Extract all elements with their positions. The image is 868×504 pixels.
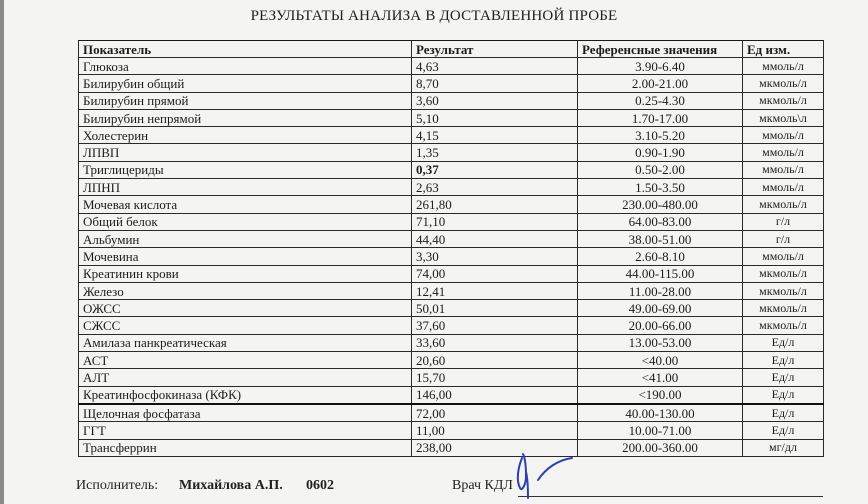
reference-cell: 0.90-1.90 xyxy=(578,144,743,161)
reference-cell: <40.00 xyxy=(578,352,743,369)
unit-cell: ммоль/л xyxy=(743,161,824,178)
result-cell: 2,63 xyxy=(412,179,578,196)
reference-cell: 64.00-83.00 xyxy=(578,213,743,230)
result-cell: 11,00 xyxy=(412,422,578,439)
indicator-cell: Холестерин xyxy=(79,127,412,144)
indicator-cell: Мочевина xyxy=(79,248,412,265)
reference-cell: 10.00-71.00 xyxy=(578,422,743,439)
table-row xyxy=(79,386,824,404)
unit-cell: Ед/л xyxy=(743,404,824,422)
unit-cell: мкмоль/л xyxy=(743,282,824,299)
table-header-row xyxy=(79,41,824,58)
indicator-cell: ЛПНП xyxy=(79,179,412,196)
result-cell: 3,30 xyxy=(412,248,578,265)
table-row xyxy=(79,404,824,422)
reference-cell: 3.90-6.40 xyxy=(578,58,743,75)
unit-cell: ммоль/л xyxy=(743,127,824,144)
result-cell: 3,60 xyxy=(412,92,578,109)
indicator-cell: Амилаза панкреатическая xyxy=(79,334,412,351)
table-row xyxy=(79,352,824,369)
result-cell: 5,10 xyxy=(412,109,578,126)
header-unit: Ед изм. xyxy=(743,41,824,58)
indicator-cell: СЖСС xyxy=(79,317,412,334)
result-cell: 37,60 xyxy=(412,317,578,334)
table-row xyxy=(79,161,824,178)
table-row xyxy=(79,58,824,75)
unit-cell: г/л xyxy=(743,230,824,247)
unit-cell: ммоль/л xyxy=(743,179,824,196)
header-indicator: Показатель xyxy=(79,41,412,58)
table-row xyxy=(79,369,824,386)
unit-cell: мкмоль/л xyxy=(743,92,824,109)
unit-cell: ммоль/л xyxy=(743,144,824,161)
table-row xyxy=(79,439,824,456)
unit-cell: Ед/л xyxy=(743,369,824,386)
unit-cell: мкмоль\л xyxy=(743,109,824,126)
table-row xyxy=(79,265,824,282)
result-cell: 12,41 xyxy=(412,282,578,299)
indicator-cell: ЛПВП xyxy=(79,144,412,161)
indicator-cell: Глюкоза xyxy=(79,58,412,75)
indicator-cell: Билирубин непрямой xyxy=(79,109,412,126)
unit-cell: Ед/л xyxy=(743,386,824,404)
unit-cell: ммоль/л xyxy=(743,248,824,265)
unit-cell: Ед/л xyxy=(743,334,824,351)
table-row xyxy=(79,127,824,144)
result-cell: 20,60 xyxy=(412,352,578,369)
table-row xyxy=(79,75,824,92)
reference-cell: 2.00-21.00 xyxy=(578,75,743,92)
result-cell: 15,70 xyxy=(412,369,578,386)
reference-cell: 38.00-51.00 xyxy=(578,230,743,247)
unit-cell: Ед/л xyxy=(743,352,824,369)
unit-cell: мкмоль/л xyxy=(743,265,824,282)
indicator-cell: АЛТ xyxy=(79,369,412,386)
unit-cell: Ед/л xyxy=(743,422,824,439)
handwritten-signature xyxy=(508,450,578,500)
unit-cell: ммоль/л xyxy=(743,58,824,75)
reference-cell: 11.00-28.00 xyxy=(578,282,743,299)
table-row xyxy=(79,282,824,299)
result-cell: 146,00 xyxy=(412,386,578,404)
reference-cell: 49.00-69.00 xyxy=(578,300,743,317)
reference-cell: 0.50-2.00 xyxy=(578,161,743,178)
result-cell: 33,60 xyxy=(412,334,578,351)
table-row xyxy=(79,230,824,247)
indicator-cell: ГГТ xyxy=(79,422,412,439)
result-cell: 4,63 xyxy=(412,58,578,75)
result-cell: 0,37 xyxy=(412,161,578,178)
table-row xyxy=(79,92,824,109)
scan-edge xyxy=(0,0,4,504)
reference-cell: 2.60-8.10 xyxy=(578,248,743,265)
result-cell: 74,00 xyxy=(412,265,578,282)
result-cell: 50,01 xyxy=(412,300,578,317)
indicator-cell: Триглицериды xyxy=(79,161,412,178)
result-cell: 44,40 xyxy=(412,230,578,247)
reference-cell: 20.00-66.00 xyxy=(578,317,743,334)
indicator-cell: Щелочная фосфатаза xyxy=(79,404,412,422)
table-row xyxy=(79,196,824,213)
reference-cell: 0.25-4.30 xyxy=(578,92,743,109)
table-row xyxy=(79,422,824,439)
indicator-cell: Железо xyxy=(79,282,412,299)
reference-cell: 1.50-3.50 xyxy=(578,179,743,196)
table-row xyxy=(79,334,824,351)
reference-cell: <190.00 xyxy=(578,386,743,404)
table-row xyxy=(79,317,824,334)
reference-cell: 40.00-130.00 xyxy=(578,404,743,422)
doctor-label: Врач КДЛ xyxy=(452,478,513,493)
indicator-cell: Билирубин общий xyxy=(79,75,412,92)
unit-cell: мкмоль/л xyxy=(743,317,824,334)
page-title: РЕЗУЛЬТАТЫ АНАЛИЗА В ДОСТАВЛЕННОЙ ПРОБЕ xyxy=(250,8,618,24)
unit-cell: г/л xyxy=(743,213,824,230)
result-cell: 1,35 xyxy=(412,144,578,161)
indicator-cell: АСТ xyxy=(79,352,412,369)
reference-cell: 44.00-115.00 xyxy=(578,265,743,282)
performer-name: Михайлова А.П. xyxy=(179,478,283,493)
unit-cell: мкмоль/л xyxy=(743,75,824,92)
table-row xyxy=(79,213,824,230)
result-cell: 72,00 xyxy=(412,404,578,422)
reference-cell: 1.70-17.00 xyxy=(578,109,743,126)
table-row xyxy=(79,300,824,317)
reference-cell: 230.00-480.00 xyxy=(578,196,743,213)
indicator-cell: Альбумин xyxy=(79,230,412,247)
indicator-cell: Билирубин прямой xyxy=(79,92,412,109)
indicator-cell: Мочевая кислота xyxy=(79,196,412,213)
performer-label: Исполнитель: xyxy=(76,478,159,493)
table-row xyxy=(79,248,824,265)
table-row xyxy=(79,179,824,196)
indicator-cell: Креатинфосфокиназа (КФК) xyxy=(79,386,412,404)
header-reference: Референсные значения xyxy=(578,41,743,58)
indicator-cell: Общий белок xyxy=(79,213,412,230)
reference-cell: 200.00-360.00 xyxy=(578,439,743,456)
result-cell: 238,00 xyxy=(412,439,578,456)
table-row xyxy=(79,109,824,126)
result-cell: 8,70 xyxy=(412,75,578,92)
reference-cell: 3.10-5.20 xyxy=(578,127,743,144)
indicator-cell: Креатинин крови xyxy=(79,265,412,282)
indicator-cell: Трансферрин xyxy=(79,439,412,456)
reference-cell: <41.00 xyxy=(578,369,743,386)
table-row xyxy=(79,144,824,161)
performer-code: 0602 xyxy=(306,478,334,493)
header-result: Результат xyxy=(412,41,578,58)
result-cell: 71,10 xyxy=(412,213,578,230)
results-table xyxy=(78,40,824,457)
reference-cell: 13.00-53.00 xyxy=(578,334,743,351)
unit-cell: мг/дл xyxy=(743,439,824,456)
result-cell: 4,15 xyxy=(412,127,578,144)
unit-cell: мкмоль/л xyxy=(743,300,824,317)
result-cell: 261,80 xyxy=(412,196,578,213)
indicator-cell: ОЖСС xyxy=(79,300,412,317)
unit-cell: мкмоль/л xyxy=(743,196,824,213)
